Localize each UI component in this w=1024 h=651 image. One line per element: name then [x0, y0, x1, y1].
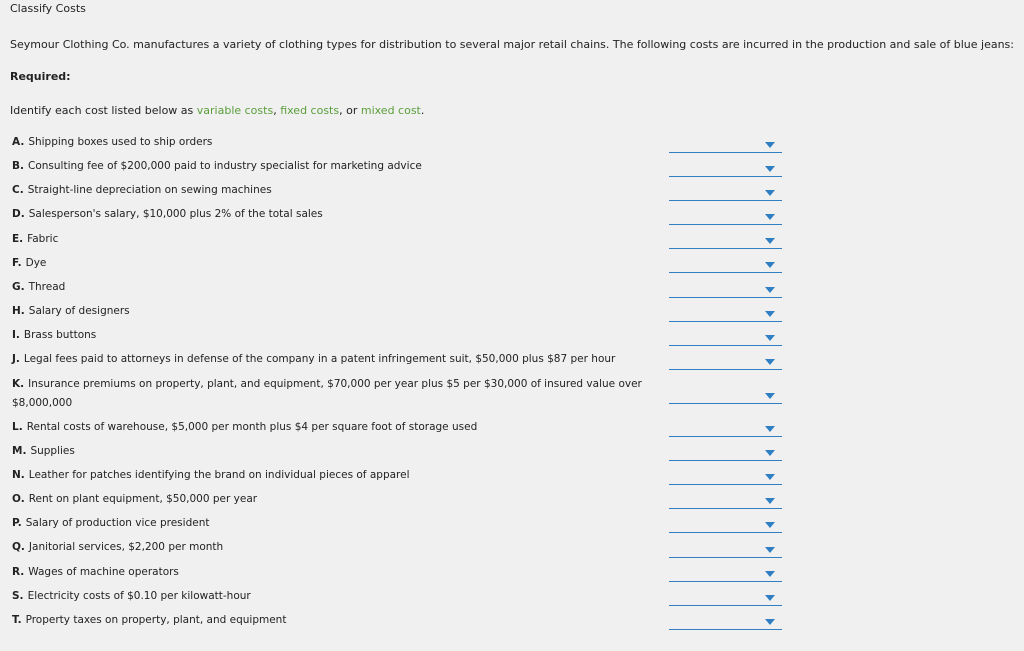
cost-item-letter: H.	[12, 305, 25, 317]
cost-item-h	[12, 302, 652, 321]
fixed-costs-link[interactable]: fixed costs	[280, 104, 340, 117]
cost-item-letter: B.	[12, 160, 24, 172]
cost-item-t	[12, 611, 652, 630]
cost-item-letter: S.	[12, 590, 24, 602]
caret-down-icon	[765, 190, 775, 196]
cost-item-n	[12, 466, 652, 485]
cost-item-letter: A.	[12, 136, 25, 148]
classification-dropdown[interactable]	[669, 387, 782, 404]
cost-item-b	[12, 157, 652, 176]
caret-down-icon	[765, 595, 775, 601]
cost-item-text: Brass buttons	[23, 329, 97, 341]
cost-item-letter: K.	[12, 378, 25, 390]
cost-item-text: Fabric	[27, 233, 59, 245]
caret-down-icon	[765, 287, 775, 293]
caret-down-icon	[765, 311, 775, 317]
caret-down-icon	[765, 214, 775, 220]
cost-item-letter: T.	[12, 614, 22, 626]
caret-down-icon	[765, 571, 775, 577]
cost-item-s	[12, 587, 652, 606]
classification-dropdown[interactable]	[669, 420, 782, 437]
cost-item-letter: E.	[12, 233, 24, 245]
cost-item-text: Thread	[28, 281, 66, 293]
cost-item-p	[12, 514, 652, 533]
cost-item-text: Shipping boxes used to ship orders	[28, 136, 213, 148]
instruction-text	[10, 104, 424, 117]
cost-item-e	[12, 230, 652, 249]
caret-down-icon	[765, 238, 775, 244]
required-label: Required:	[10, 70, 71, 83]
caret-down-icon	[765, 498, 775, 504]
classification-dropdown[interactable]	[669, 256, 782, 273]
cost-item-text: Rent on plant equipment, $50,000 per year	[28, 493, 258, 505]
cost-item-letter: O.	[12, 493, 25, 505]
cost-item-letter: M.	[12, 445, 27, 457]
caret-down-icon	[765, 262, 775, 268]
caret-down-icon	[765, 166, 775, 172]
cost-item-letter: L.	[12, 421, 23, 433]
caret-down-icon	[765, 359, 775, 365]
cost-item-m	[12, 442, 652, 461]
cost-item-letter: N.	[12, 469, 25, 481]
caret-down-icon	[765, 547, 775, 553]
cost-item-letter: C.	[12, 184, 24, 196]
cost-item-l	[12, 418, 652, 437]
cost-item-text: Electricity costs of $0.10 per kilowatt-hour	[27, 590, 251, 602]
cost-item-text: Insurance premiums on property, plant, and equipment, $70,000 per year plus $5 per $30,000 of insured value over $8,000,000	[12, 378, 642, 409]
instruction-end: .	[420, 104, 425, 117]
cost-item-text: Consulting fee of $200,000 paid to industry specialist for marketing advice	[28, 160, 422, 172]
cost-item-letter: G.	[12, 281, 25, 293]
classification-dropdown[interactable]	[669, 492, 782, 509]
classification-dropdown[interactable]	[669, 305, 782, 322]
classification-dropdown[interactable]	[669, 232, 782, 249]
cost-item-text: Leather for patches identifying the brand on individual pieces of apparel	[28, 469, 410, 481]
classification-dropdown[interactable]	[669, 444, 782, 461]
classification-dropdown[interactable]	[669, 565, 782, 582]
cost-item-c	[12, 181, 652, 200]
instruction-sep-2: , or	[339, 104, 361, 117]
instruction-sep-1: ,	[273, 104, 281, 117]
cost-item-r	[12, 563, 652, 582]
cost-item-text: Salary of designers	[28, 305, 130, 317]
classification-dropdown[interactable]	[669, 281, 782, 298]
variable-costs-link[interactable]: variable costs	[196, 104, 274, 117]
caret-down-icon	[765, 393, 775, 399]
cost-item-g	[12, 278, 652, 297]
caret-down-icon	[765, 426, 775, 432]
classification-dropdown[interactable]	[669, 329, 782, 346]
classification-dropdown[interactable]	[669, 613, 782, 630]
cost-item-text: Straight-line depreciation on sewing machines	[27, 184, 272, 196]
caret-down-icon	[765, 142, 775, 148]
cost-item-letter: P.	[12, 517, 22, 529]
cost-item-letter: I.	[12, 329, 20, 341]
cost-item-text: Salary of production vice president	[25, 517, 210, 529]
cost-item-text: Legal fees paid to attorneys in defense of the company in a patent infringement suit, $50,000 plus $87 per hour	[23, 353, 616, 365]
cost-item-letter: J.	[12, 353, 20, 365]
caret-down-icon	[765, 522, 775, 528]
cost-item-text: Rental costs of warehouse, $5,000 per month plus $4 per square foot of storage used	[26, 421, 478, 433]
classification-dropdown[interactable]	[669, 589, 782, 606]
cost-item-f	[12, 254, 652, 273]
classification-dropdown[interactable]	[669, 208, 782, 225]
cost-item-text: Salesperson's salary, $10,000 plus 2% of the total sales	[28, 208, 323, 220]
caret-down-icon	[765, 335, 775, 341]
cost-item-k	[12, 375, 652, 413]
cost-item-text: Supplies	[30, 445, 75, 457]
cost-item-letter: D.	[12, 208, 25, 220]
cost-item-text: Property taxes on property, plant, and equipment	[25, 614, 287, 626]
mixed-cost-link[interactable]: mixed cost	[360, 104, 421, 117]
cost-item-letter: F.	[12, 257, 22, 269]
problem-intro: Seymour Clothing Co. manufactures a variety of clothing types for distribution to several major retail chains. The following costs are incurred in the production and sale of blue jeans:	[10, 38, 1014, 51]
classification-dropdown[interactable]	[669, 136, 782, 153]
instruction-prefix: Identify each cost listed below as	[10, 104, 197, 117]
cost-item-d	[12, 205, 652, 224]
cost-item-a	[12, 133, 652, 152]
cost-item-q	[12, 538, 652, 557]
cost-item-text: Janitorial services, $2,200 per month	[28, 541, 224, 553]
classification-dropdown[interactable]	[669, 516, 782, 533]
cost-item-text: Wages of machine operators	[28, 566, 179, 578]
classification-dropdown[interactable]	[669, 160, 782, 177]
caret-down-icon	[765, 619, 775, 625]
cost-item-text: Dye	[25, 257, 47, 269]
classification-dropdown[interactable]	[669, 541, 782, 558]
page-title: Classify Costs	[10, 2, 86, 15]
cost-item-o	[12, 490, 652, 509]
caret-down-icon	[765, 450, 775, 456]
cost-item-i	[12, 326, 652, 345]
classification-dropdown[interactable]	[669, 184, 782, 201]
classification-dropdown[interactable]	[669, 468, 782, 485]
cost-item-letter: R.	[12, 566, 25, 578]
classification-dropdown[interactable]	[669, 353, 782, 370]
cost-item-letter: Q.	[12, 541, 25, 553]
cost-item-j	[12, 350, 652, 369]
caret-down-icon	[765, 474, 775, 480]
